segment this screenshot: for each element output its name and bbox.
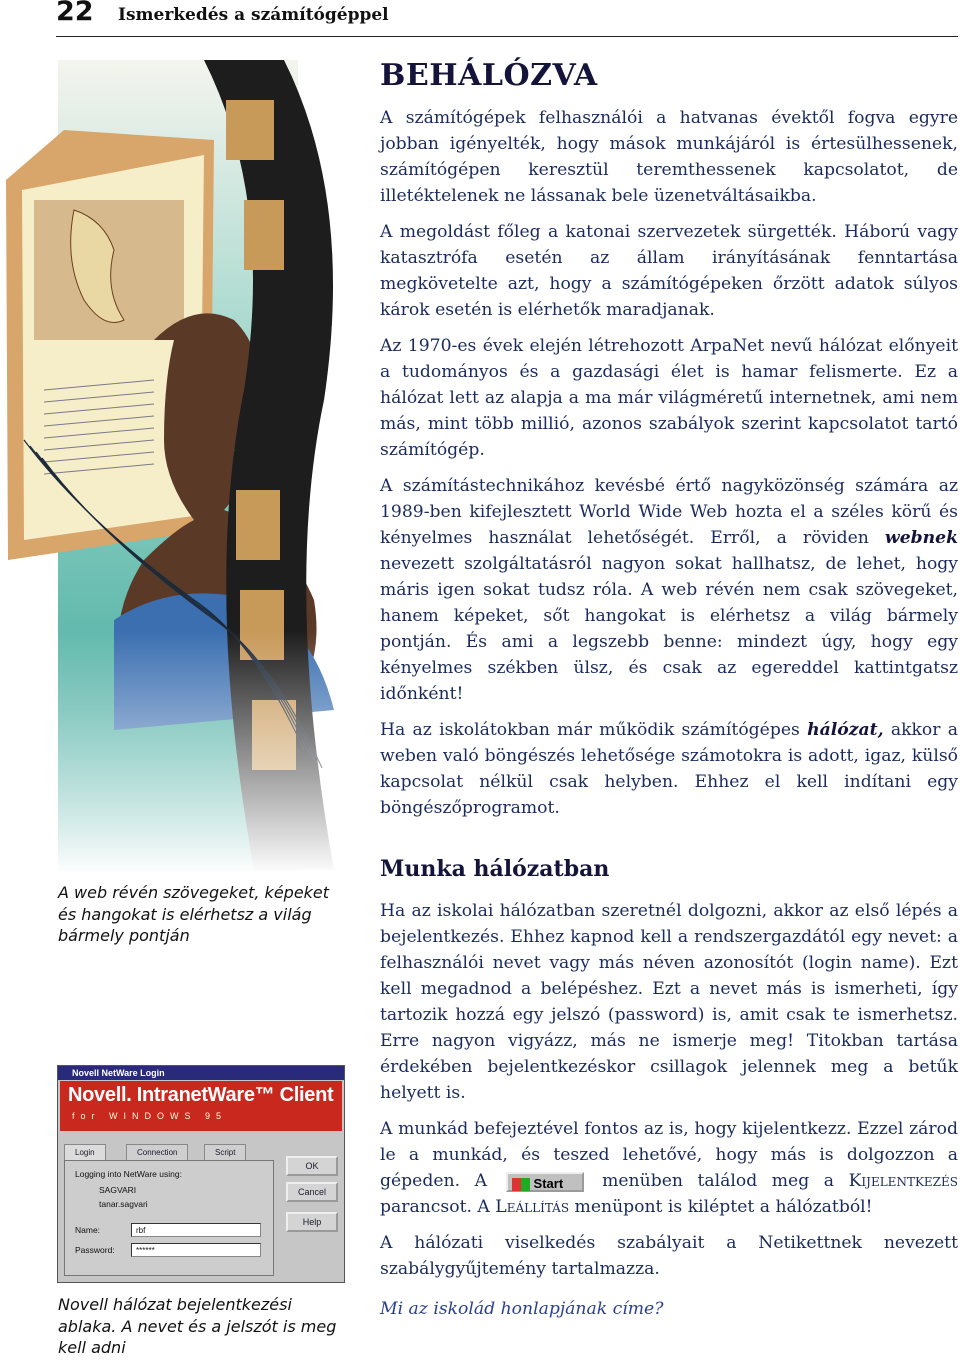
paragraph — [380, 717, 958, 821]
illustration-caption: A web révén szövegeket, képeket és hangokat is elérhetsz a világ bármely pontján — [58, 883, 330, 945]
user-line: SAGVARI — [99, 1185, 137, 1195]
name-label: Name: — [75, 1225, 101, 1235]
text-run: nevezett szolgáltatásról nagyon sokat hallhatsz, de lehet, hogy máris igen sokat tudsz róla. A web révén nem csak szövegeket, hanem képeket, sőt hangokat is elérhetsz a világ bármely pontján. És ami a legszebb benne: mindezt úgy, hogy egy kényelmes székben ülsz, és csak az egereddel kattintgatsz időnként! — [380, 554, 958, 704]
password-label: Password: — [75, 1245, 115, 1255]
text-run: akkor a weben való böngészés lehetősége számotokra is adott, igaz, külső kapcsolat nélkül csak helyben. Ehhez el kell indítani egy böngészőprogramot. — [380, 720, 958, 818]
paragraph — [380, 1116, 958, 1220]
help-button[interactable]: Help — [286, 1212, 338, 1232]
dialog-tabs — [64, 1144, 272, 1160]
page-number: 22 — [56, 0, 94, 27]
tab-login[interactable]: Login — [64, 1144, 106, 1160]
text-run: A számítástechnikához kevésbé értő nagyközönség számára az 1989-ben kifejlesztett World Wide Web hozta el a széles körű és kényelmes használat lehetőségét. Erről, a röviden — [380, 476, 958, 548]
login-panel — [64, 1160, 274, 1276]
windows-flag-icon — [512, 1178, 530, 1191]
novell-banner — [60, 1081, 342, 1131]
web-illustration — [4, 60, 358, 875]
dialog-caption: Novell hálózat bejelentkezési ablaka. A nevet és a jelszót is meg kell adni — [58, 1295, 337, 1357]
password-field[interactable]: ****** — [131, 1243, 261, 1257]
term-halozat: hálózat, — [807, 720, 884, 740]
text-run: A munkád befejeztével fontos az is, hogy kijelentkezz. Ezzel zárod le a munkád, és teszed lehetővé, hogy más is dolgozzon a gépeden. A — [380, 1119, 958, 1191]
paragraph: A számítógépek felhasználói a hatvanas évektől fogva egyre jobban igényelték, hogy mások munkájáról is értesülhessenek, számítógépen keresztül teremthessenek kapcsolatot, de illetéktelenek ne lássanak bele üzenetváltásaikba. — [380, 108, 958, 206]
paragraph: A hálózati viselkedés szabályait a Netikettnek nevezett szabálygyűjtemény tartalmazza. — [380, 1233, 958, 1279]
page-header — [56, 0, 958, 37]
user-line: tanar.sagvari — [99, 1199, 148, 1209]
term-webnek: webnek — [884, 528, 958, 548]
tab-script[interactable]: Script — [204, 1144, 246, 1160]
start-label: Start — [533, 1175, 564, 1191]
novell-logo: Novell. IntranetWare™ Client — [68, 1084, 334, 1106]
text-run: menüpont is kiléptet a hálózatból! — [569, 1197, 873, 1217]
paragraph: Az 1970-es évek elején létrehozott ArpaNet nevű hálózat előnyeit a tudományos és a gazdasági élet is hamar felismerte. Ez a hálózat lett az alapja a ma már világméretű internetnek, ami nem más, mint több millió, azonos szabályok szerint kapcsolatot tartó számítógép. — [380, 336, 958, 460]
dialog-title: Novell NetWare Login — [58, 1066, 344, 1080]
text-run: menüben találod meg a — [587, 1171, 849, 1191]
paragraph: Ha az iskolai hálózatban szeretnél dolgozni, akkor az első lépés a bejelentkezés. Ehhez kapnod kell a rendszergazdától egy nevet: a felhasználói nevet vagy más néven azonosítót (login name). Ezt kell megadnod a belépéshez. Ezt a nevet más is ismerheti, így tartozik hozzá egy jelszó (password) is, amit csak te ismerhetsz. Erre nagyon vigyázz, más ne ismerje meg! Titokban tartása érdekében bejelentkezéskor csillagok jelennek meg a betűk helyett is. — [380, 901, 958, 1103]
brand-subtitle: for WINDOWS 95 — [72, 1111, 228, 1121]
article-body — [380, 105, 958, 831]
section-title: Munka hálózatban — [380, 856, 610, 882]
text-run: parancsot. A — [380, 1197, 496, 1217]
name-field[interactable]: rbf — [131, 1223, 261, 1237]
logging-label: Logging into NetWare using: — [75, 1169, 182, 1179]
paragraph — [380, 473, 958, 707]
tab-connection[interactable]: Connection — [126, 1144, 188, 1160]
chapter-title: Ismerkedés a számítógéppel — [118, 5, 389, 25]
question: Mi az iskolád honlapjának címe? — [380, 1299, 664, 1319]
cancel-button[interactable]: Cancel — [286, 1182, 338, 1202]
novell-login-dialog — [57, 1065, 345, 1283]
menu-shutdown: Leállítás — [495, 1197, 570, 1217]
start-button-image — [506, 1172, 584, 1192]
ok-button[interactable]: OK — [286, 1156, 338, 1176]
paragraph: A megoldást főleg a katonai szervezetek sürgették. Háború vagy katasztrófa esetén az állam irányításának fenntartása megkövetelte azt, hogy a számítógépeken őrzött adatok súlyos károk esetén is elérhetők maradjanak. — [380, 222, 958, 320]
text-run: Ha az iskolátokban már működik számítógépes — [380, 720, 808, 740]
article-title: BEHÁLÓZVA — [380, 58, 598, 93]
section-body — [380, 898, 958, 1332]
menu-logout: Kijelentkezés — [848, 1171, 958, 1191]
